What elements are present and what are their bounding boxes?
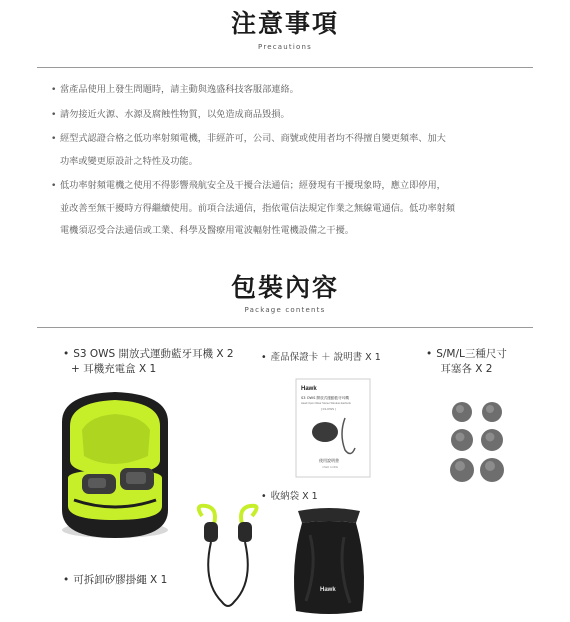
lanyard-image [192,502,264,620]
precautions-title: 注意事項 [230,9,339,38]
manual-model: [ 03-OWS ] [321,407,336,411]
list-item: • 請勿接近火源、水源及腐蝕性物質，以免造成商品毀損。 [51,108,290,120]
item-earplugs-label: • S/M/L三種尺寸 耳塞各 X 2 [426,348,507,375]
manual-footer: 使用說明書 [319,458,339,463]
precautions-subtitle: Precautions [258,43,312,51]
manual-footer-en: USER GUIDE [322,466,339,469]
list-item-continued: 並改善至無干擾時方得繼續使用。前項合法通信，指依電信法規定作業之無線電通信。低功率射頻 [60,202,456,214]
manual-subtitle: Hawk Open Wear Stereo Wireless Earbuds [301,402,351,405]
item-earbuds-label: • S3 OWS 開放式運動藍牙耳機 X 2 + 耳機充電盒 X 1 [63,348,234,375]
charging-case-image [60,390,170,550]
manual-image [295,378,371,478]
package-subtitle: Package contents [244,306,326,314]
list-item: • 經型式認證合格之低功率射頻電機，非經許可，公司、商號或使用者均不得擅自變更頻率、加大 [51,133,446,144]
list-item: • 當產品使用上發生問題時，請主動與逸盛科技客服部連絡。 [51,84,299,95]
item-manual-label: • 產品保證卡 ＋ 說明書 X 1 [261,352,381,363]
list-item-continued: 電機須忍受合法通信或工業、科學及醫療用電波輻射性電機設備之干擾。 [60,225,354,236]
precautions-list [51,80,530,241]
pouch-image [288,505,370,617]
list-item: • 低功率射頻電機之使用不得影響飛航安全及干擾合法通信；經發現有干擾現象時，應立即停用， [51,180,446,191]
item-pouch-label: • 收納袋 X 1 [261,491,318,502]
list-item-continued: 功率或變更原設計之特性及功能。 [60,155,198,167]
item-lanyard-label: • 可拆卸矽膠掛繩 X 1 [63,574,168,586]
earplugs-image [448,400,510,486]
manual-title: S3 OWS 開放式運動藍牙耳機 [301,396,349,400]
package-title: 包裝內容 [230,273,339,302]
pouch-brand: Hawk [320,587,336,593]
divider [37,67,533,68]
manual-brand: Hawk [301,386,317,392]
divider [37,327,533,328]
